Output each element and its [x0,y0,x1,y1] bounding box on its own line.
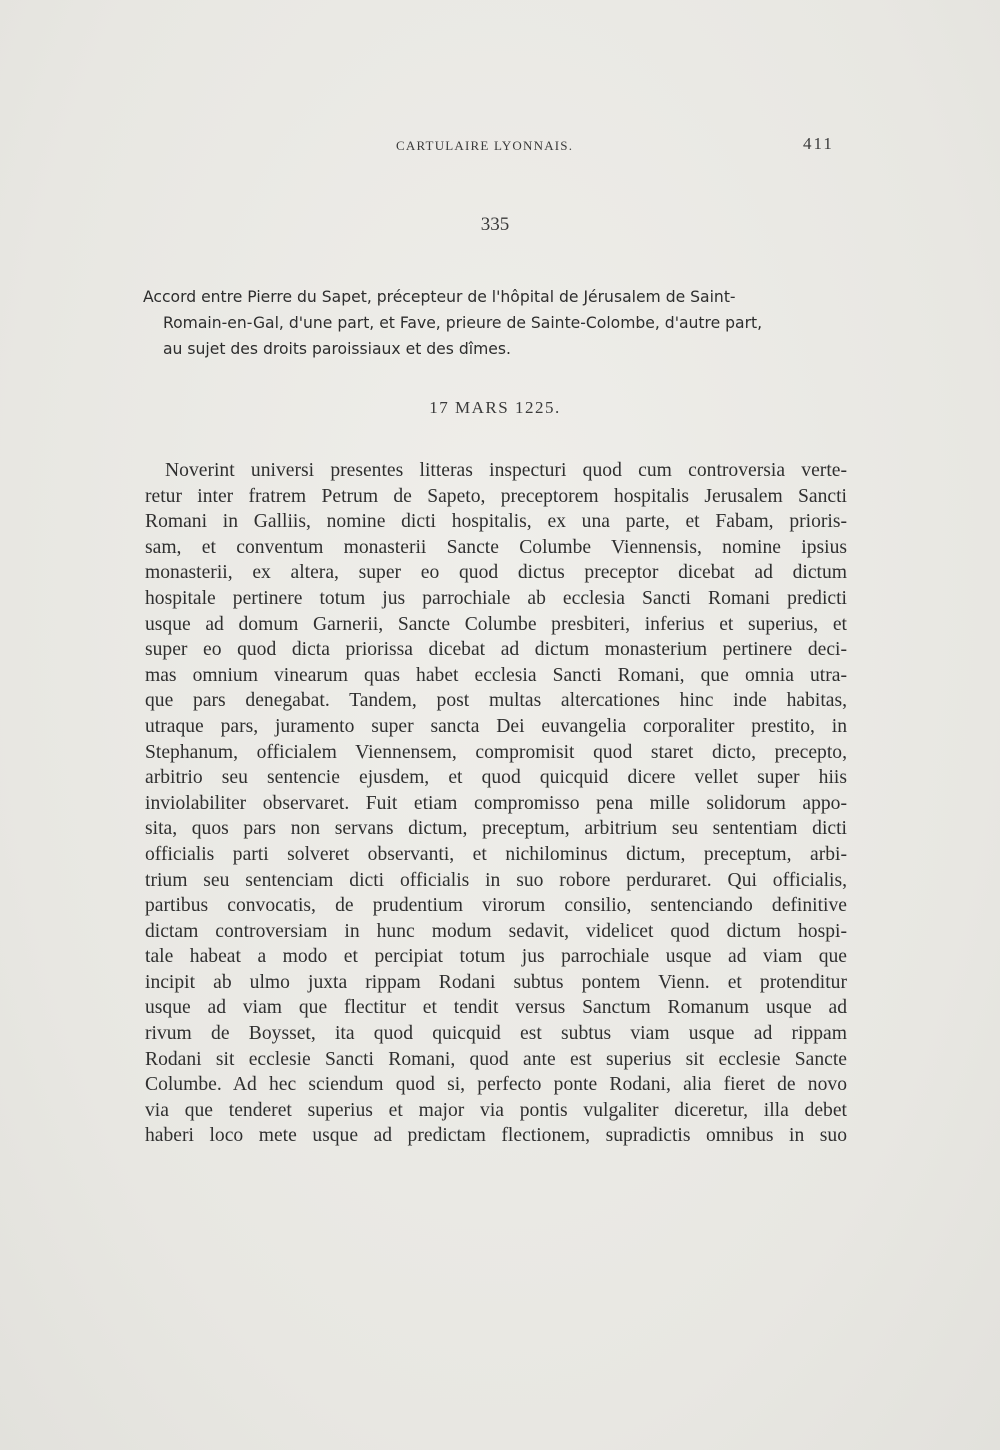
body-line: dictam controversiam in hunc modum sedavit, videlicet quod dictum hospi- [145,920,847,942]
body-line: partibus convocatis, de prudentium virorum consilio, sentenciando definitive [145,895,847,917]
body-line: super eo quod dicta priorissa dicebat ad dictum monasterium pertinere deci- [145,639,847,661]
body-line: Stephanum, officialem Viennensem, compromisit quod staret dicto, precepto, [145,741,847,763]
body-line: Rodani sit ecclesie Sancti Romani, quod ante est superius sit ecclesie Sancte [145,1048,847,1070]
body-line: hospitale pertinere totum jus parrochiale ab ecclesia Sancti Romani predicti [145,587,847,609]
body-line: Noverint universi presentes litteras inspecturi quod cum controversia verte- [165,460,847,481]
body-line: mas omnium vinearum quas habet ecclesia Sancti Romani, que omnia utra- [145,664,847,686]
body-line: usque ad viam que flectitur et tendit versus Sanctum Romanum usque ad [145,997,847,1019]
page-number: 411 [803,134,834,153]
charter-number: 335 [480,214,510,235]
body-line: sam, et conventum monasterii Sancte Columbe Viennensis, nomine ipsius [145,536,847,558]
body-line: tale habeat a modo et percipiat totum jus parrochiale usque ad viam que [145,946,847,968]
body-line: inviolabiliter observaret. Fuit etiam compromisso pena mille solidorum appo- [145,792,847,814]
body-line: sita, quos pars non servans dictum, preceptum, arbitrium seu sententiam dicti [145,818,847,840]
summary-line: Accord entre Pierre du Sapet, précepteur de l'hôpital de Jérusalem de Saint- [143,288,736,306]
body-line: trium seu sentenciam dicti officialis in suo robore perduraret. Qui officialis, [145,869,847,891]
body-line: Romani in Galliis, nomine dicti hospitalis, ex una parte, et Fabam, prioris- [145,511,847,533]
charter-date: 17 MARS 1225. [429,398,561,417]
charter-summary [143,284,843,362]
body-line: officialis parti solveret observanti, et nichilominus dictum, preceptum, arbi- [145,843,847,865]
body-line: rivum de Boysset, ita quod quicquid est subtus viam usque ad rippam [145,1023,847,1045]
charter-body [145,458,847,1149]
body-line: arbitrio seu sentencie ejusdem, et quod quicquid dicere vellet super hiis [145,767,847,789]
body-line: utraque pars, juramento super sancta Dei euvangelia corporaliter prestito, in [145,715,847,737]
body-line: haberi loco mete usque ad predictam flectionem, supradictis omnibus in suo [145,1125,847,1147]
summary-line: Romain-en-Gal, d'une part, et Fave, prieure de Sainte-Colombe, d'autre part, [163,314,763,332]
body-line: usque ad domum Garnerii, Sancte Columbe presbiteri, inferius et superius, et [145,613,847,635]
body-line: retur inter fratrem Petrum de Sapeto, preceptorem hospitalis Jerusalem Sancti [145,485,847,507]
summary-line: au sujet des droits paroissiaux et des dîmes. [163,340,511,358]
body-line: monasterii, ex altera, super eo quod dictus preceptor dicebat ad dictum [145,562,847,584]
body-line: Columbe. Ad hec sciendum quod si, perfecto ponte Rodani, alia fieret de novo [145,1074,847,1096]
body-line: via que tenderet superius et major via pontis vulgaliter diceretur, illa debet [145,1099,847,1121]
running-title: CARTULAIRE LYONNAIS. [396,138,574,153]
body-line: que pars denegabat. Tandem, post multas altercationes hinc inde habitas, [145,690,847,712]
body-line: incipit ab ulmo juxta rippam Rodani subtus pontem Vienn. et protenditur [145,971,847,993]
